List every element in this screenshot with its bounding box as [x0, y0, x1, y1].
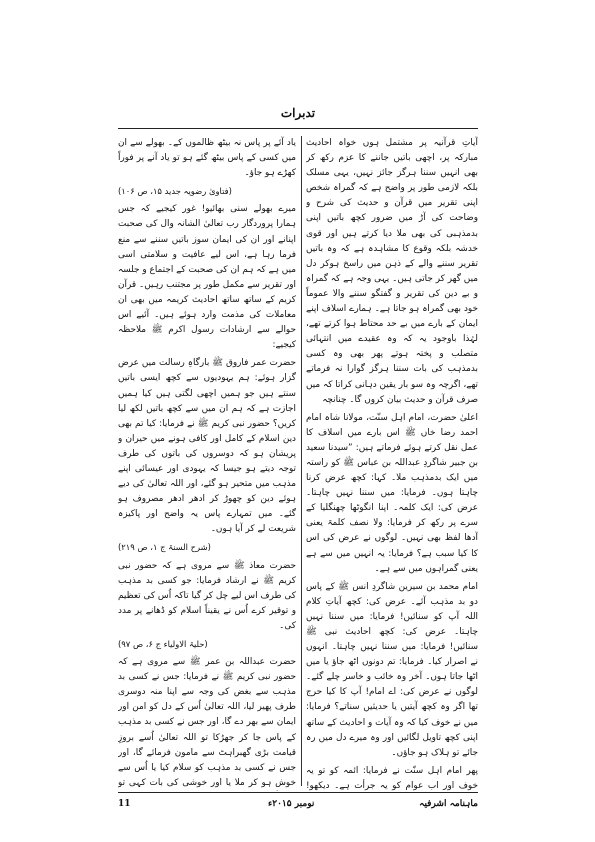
reference: (شرح السنۃ ج ۱، ص ۲۱۹): [118, 542, 211, 553]
paragraph: آیاتِ قرآنیہ پر مشتمل ہوں خواہ احادیث مبارکہ پر، اچھی باتیں جاننے کا عزم رکھ کر بھی انہیں سننا ہرگز جائز نہیں، یہی مسلک بلکہ لازمی طور پر واضح ہے کہ گمراہ شخص اپنی تقریر میں قرآن و حدیث کی شرح و وضاحت کی آڑ میں ضرور کچھ باتیں اپنی بدمذہبی کی بھی ملا دیا کرتے ہیں اور قوی خدشہ بلکہ وقوع کا مشاہدہ ہے کہ وہ باتیں تقریر سننے والے کے ذہن میں راسخ ہوکر دل میں گھر کر جاتی ہیں۔ یہی وجہ ہے کہ گمراہ و بے دین کی تقریر و گفتگو سننے والا عموماً خود بھی گمراہ ہو جاتا ہے۔ ہمارے اسلاف اپنے ایمان کے بارے میں بے حد محتاط ہوا کرتے تھے، لہٰذا باوجود یہ کہ وہ عقیدے میں انتہائی متصلب و پختہ ہوتے پھر بھی وہ کسی بدمذہب کی بات سننا ہرگز گوارا نہ فرماتے تھے، اگرچہ وہ سو بار یقین دہانی کراتا کہ میں صرف قرآن و حدیث بیان کروں گا۔ چنانچہ: [306, 138, 478, 405]
paragraph: حضرت معاذ ﷺ سے مروی ہے کہ حضور نبی کریم ﷺ نے ارشاد فرمایا: جو کسی بد مذہب کی طرف اس لیے چل کر گیا تاکہ اُس کی تعظیم و توقیر کرے اُس نے یقیناً اسلام کو ڈھانے پر مدد کی۔: [118, 560, 296, 631]
reference: (فتاویٰ رضویہ جدید ۱۵، ص ۱۰۶): [118, 186, 232, 197]
reference: (حلیۃ الاولیاء ج ۶، ص ۹۷): [118, 639, 208, 649]
paragraph: اعلیٰ حضرت، امام اہل سنّت، مولانا شاہ امام احمد رضا خاں ﷺ اس بارے میں اسلاف کا عمل نقل کرتے ہوئے فرماتے ہیں: ”سیدنا سعید بن جبیر شاگردِ عبداللہ بن عباس ﷺ کو راستہ میں ایک بدمذہب ملا۔ کہا: کچھ عرض کرنا چاہتا ہوں۔ فرمایا: میں سننا نہیں چاہتا۔ عرض کی: ایک کلمہ۔ اپنا انگوٹھا چھنگلیا کے سرے پر رکھ کر فرمایا: ولا نصف کلمۃ یعنی آدھا لفظ بھی نہیں۔ لوگوں نے عرض کی اس کا کیا سبب ہے؟ فرمایا: یہ انہیں میں سے ہے یعنی گمراہوں میں سے ہے۔: [306, 412, 478, 574]
magazine-name: ماہنامہ اشرفیہ: [419, 799, 478, 809]
paragraph: یاد آئے پر پاس نہ بیٹھ ظالموں کے۔ بھولے سے ان میں کسی کے پاس بیٹھ گئے ہو تو یاد آنے پر فوراً کھڑے ہو جاؤ۔: [118, 138, 296, 179]
right-column: [306, 136, 478, 791]
paragraph: حضرت عمر فاروق ﷺ بارگاہِ رسالت میں عرض گزار ہوئے: ہم یہودیوں سے کچھ ایسی باتیں سنتے ہیں جو ہمیں اچھی لگتی ہیں کیا ہمیں اجازت ہے کہ ہم ان میں سے کچھ باتیں لکھ لیا کریں؟ حضور نبی کریم ﷺ نے فرمایا: کیا تم بھی دین اسلام کے کامل اور کافی ہونے میں حیران و پریشان ہو کہ دوسروں کی باتوں کی طرف توجہ دیتے ہو جیسا کہ یہودی اور عیسائی اپنے مذہب میں متحیر ہو گئے، اور اللہ تعالیٰ کی دیے ہوئے دین کو چھوڑ کر ادھر ادھر مصروف ہو گئے۔ میں تمہارے پاس یہ واضح اور پاکیزہ شریعت لے کر آیا ہوں۔: [118, 358, 296, 535]
page-title: تدبرات: [280, 106, 316, 120]
left-column: [118, 136, 296, 791]
paragraph: حضرت عبداللہ بن عمر ﷺ سے مروی ہے کہ حضور نبی کریم ﷺ نے فرمایا: جس نے کسی بد مذہب سے بغض کی وجہ سے اپنا منہ دوسری طرف پھیر لیا، اللہ تعالیٰ اُس کے دل کو امن اور ایمان سے بھر دے گا، اور جس نے کسی بد مذہب کے پاس جا کر جھڑکا تو اللہ تعالیٰ اُسے بروزِ قیامت بڑی گھبراہٹ سے مامون فرمائے گا، اور جس نے کسی بد مذہب کو سلام کیا یا اُس سے خوش ہو کر ملا یا اور خوشی کی بات کہی تو: [118, 657, 296, 788]
paragraph: میرے بھولے سنی بھائیو! غور کیجیے کہ جس ہمارا پروردگار رب تعالیٰ الشانہ وال کی صحبت اپنانے اور ان کی ایمان سوز باتیں سننے سے منع فرما رہا ہے، اس لیے عافیت و سلامتی اسی میں ہے کہ ہم ان کی صحبت کے اجتماع و جلسہ اور تقریر سے مکمل طور پر مجتنب رہیں۔ قرآن کریم کے ساتھ ساتھ احادیث کریمہ میں بھی ان معاملات کی مذمت وارد ہوئے ہیں۔ آئیے اس حوالے سے ارشادات رسول اکرم ﷺ ملاحظہ کیجیے:: [118, 204, 296, 351]
issue-date: نومبر ۲۰۱۵ء: [268, 799, 315, 809]
page-footer: [118, 792, 478, 815]
paragraph: پھر امام اہل سنّت نے فرمایا: ائمہ کو تو یہ خوف اور اب عوام کو یہ جرأت ہے۔ دیکھو!: [306, 765, 478, 791]
column-divider: [301, 136, 302, 786]
paragraph: امام محمد بن سیرین شاگردِ انس ﷺ کے پاس دو بد مذہب آئے۔ عرض کی: کچھ آیاتِ کلام اللہ آپ کو سنائیں! فرمایا: میں سننا نہیں چاہتا۔ عرض کی: کچھ احادیث نبی ﷺ سنائیں! فرمایا: میں سننا نہیں چاہتا۔ انہوں نے اصرار کیا۔ فرمایا: تم دونوں اٹھ جاؤ یا میں اٹھا جاتا ہوں۔ آخر وہ خائب و خاسر چلے گئے۔ لوگوں نے عرض کی: اے امام! آپ کا کیا حرج تھا اگر وہ کچھ آیتیں یا حدیثیں سناتے؟ فرمایا: میں نے خوف کیا کہ وہ آیات و احادیث کے ساتھ اپنی کچھ تاویل لگائیں اور وہ میرے دل میں رہ جائے تو ہلاک ہو جاؤں۔: [306, 581, 478, 758]
page-header: [118, 102, 478, 129]
page-number: 11: [118, 799, 131, 809]
